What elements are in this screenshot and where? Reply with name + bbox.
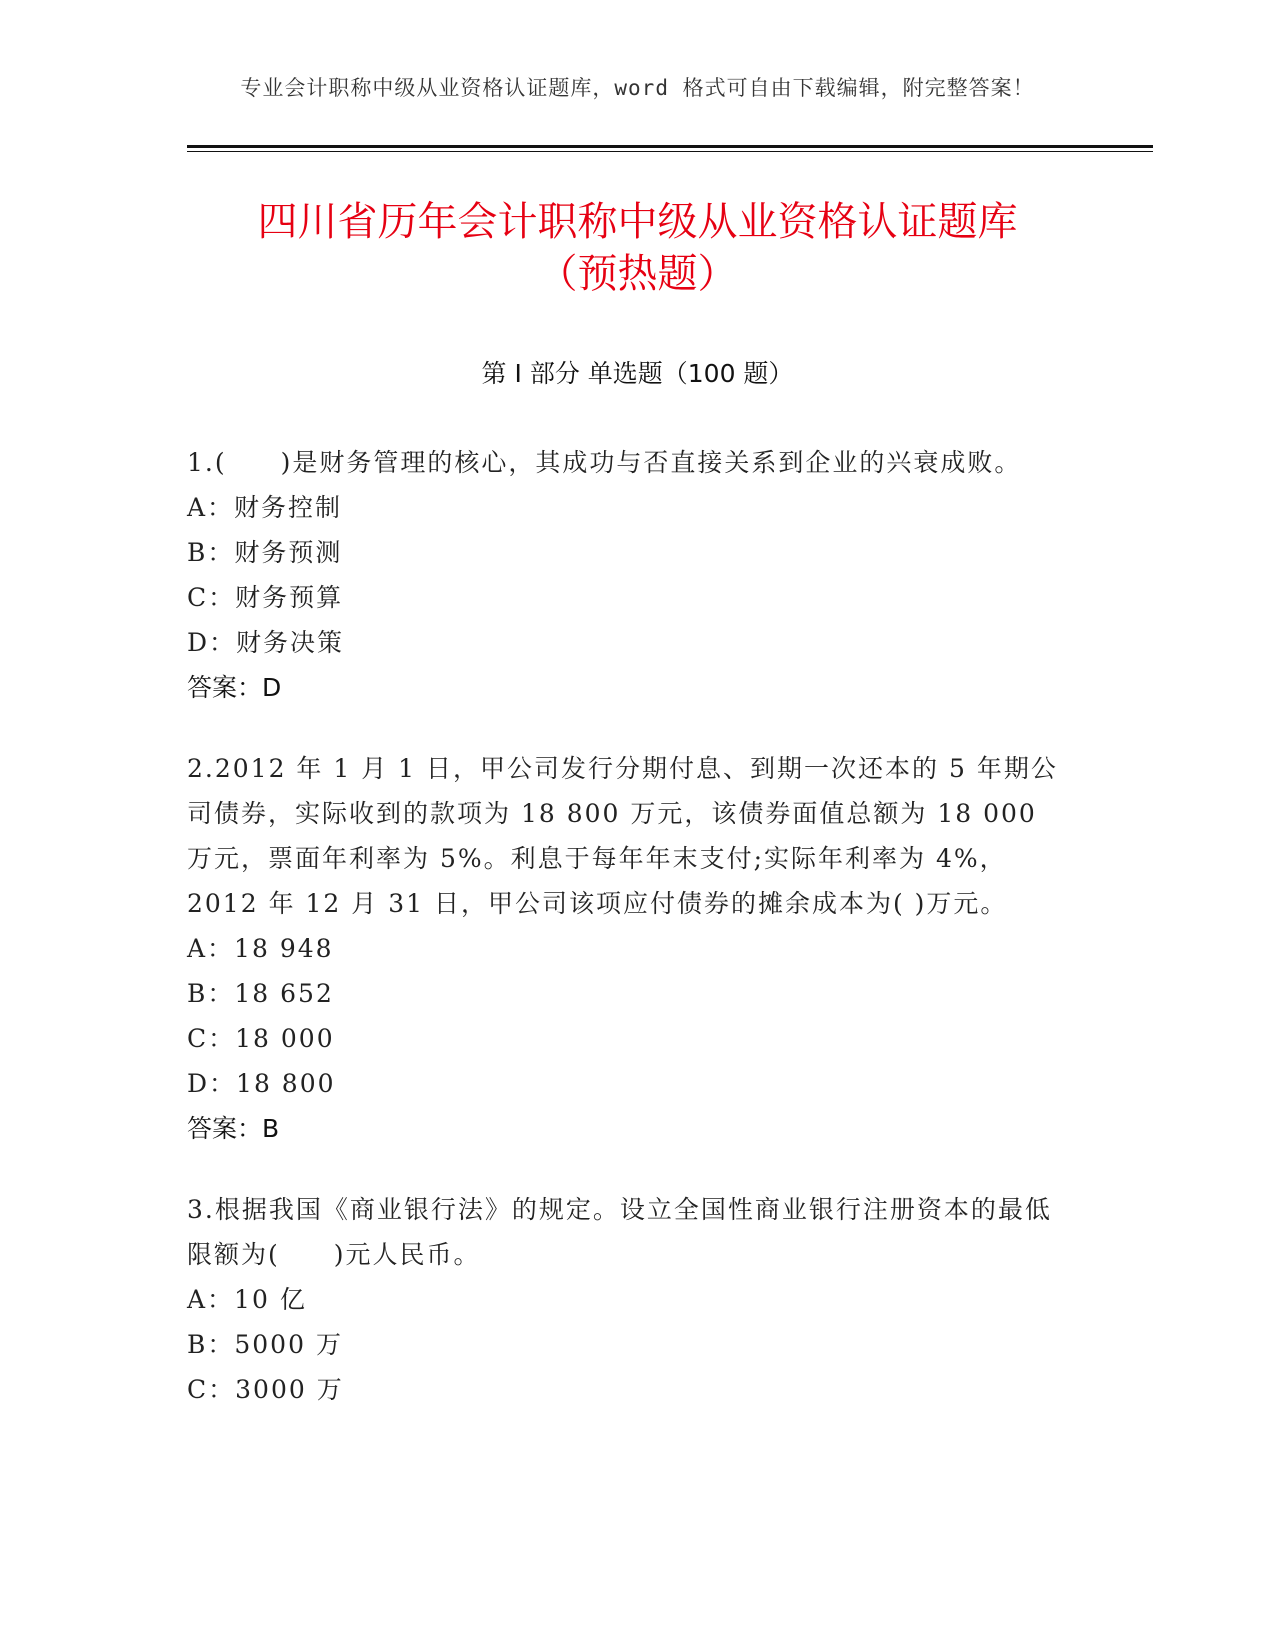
question-stem: 3.根据我国《商业银行法》的规定。设立全国性商业银行注册资本的最低限额为( )元人民币。 (187, 1195, 1052, 1269)
option-a: A：18 948 (187, 934, 334, 963)
option-a: A：财务控制 (187, 493, 343, 522)
option-c: C：3000 万 (187, 1375, 344, 1404)
header-rule-thick (187, 145, 1153, 148)
option-c: C：18 000 (187, 1024, 335, 1053)
option-b: B：5000 万 (187, 1330, 343, 1359)
question-2 (187, 746, 1067, 1151)
question-list (187, 440, 1067, 1448)
option-a: A：10 亿 (187, 1285, 307, 1314)
document-title (0, 196, 1275, 300)
question-stem: 2.2012 年 1 月 1 日，甲公司发行分期付息、到期一次还本的 5 年期公司债券，实际收到的款项为 18 800 万元，该债券面值总额为 18 000 万元，票面年利率为 5%。利息于每年年末支付;实际年利率为 4%，2012 年 12 月 31 日，甲公司该项应付债券的摊余成本为( )万元。 (187, 754, 1058, 918)
document-title-line1: 四川省历年会计职称中级从业资格认证题库 (257, 199, 1018, 245)
section-heading: 第 I 部分 单选题（100 题） (481, 359, 794, 388)
header-rule-thin (187, 151, 1153, 152)
answer: 答案：B (187, 1114, 280, 1143)
option-c: C：财务预算 (187, 583, 344, 612)
header-note: 专业会计职称中级从业资格认证题库，word 格式可自由下载编辑，附完整答案！ (240, 76, 1035, 100)
answer: 答案：D (187, 673, 282, 702)
option-b: B：18 652 (187, 979, 334, 1008)
document-title-line2: （预热题） (537, 251, 738, 297)
question-1 (187, 440, 1067, 710)
question-3 (187, 1187, 1067, 1412)
option-d: D：财务决策 (187, 628, 345, 657)
question-stem: 1.( )是财务管理的核心，其成功与否直接关系到企业的兴衰成败。 (187, 448, 1022, 477)
option-b: B：财务预测 (187, 538, 343, 567)
option-d: D：18 800 (187, 1069, 336, 1098)
